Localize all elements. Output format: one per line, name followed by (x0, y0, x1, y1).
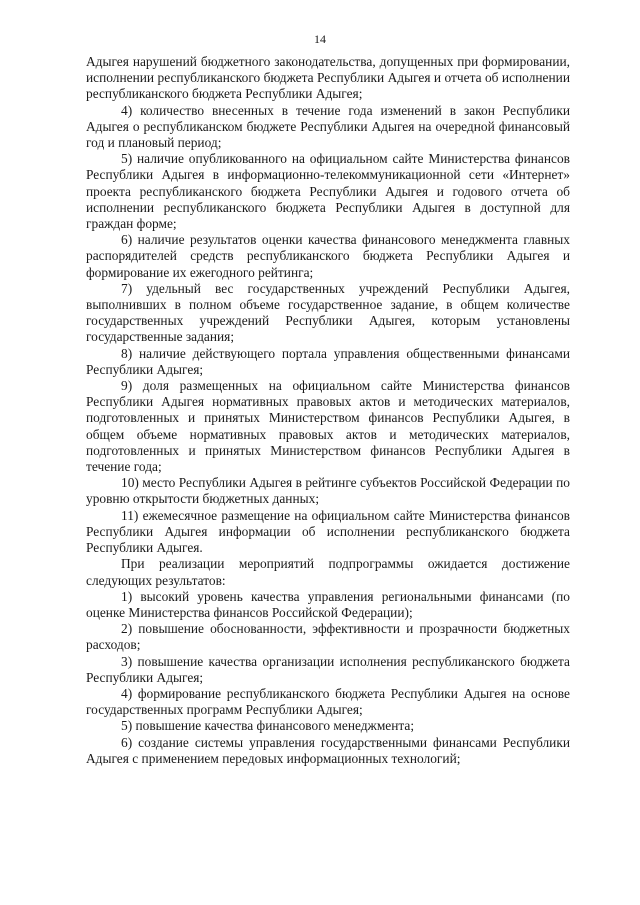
paragraph-continuation: Адыгея нарушений бюджетного законодательства, допущенных при формировании, исполнении республиканского бюджета Республики Адыгея и отчета об исполнении республиканского бюджета Республики Адыгея; (86, 54, 570, 102)
paragraph-result-5: 5) повышение качества финансового менеджмента; (121, 718, 415, 734)
paragraph-indicator-6: 6) наличие результатов оценки качества финансового менеджмента главных распорядителей средств республиканского бюджета Республики Адыгея и формирование их ежегодного рейтинга; (86, 232, 570, 280)
paragraph-indicator-11: 11) ежемесячное размещение на официальном сайте Министерства финансов Республики Адыгея информации об исполнении республиканского бюджета Республики Адыгея. (86, 507, 570, 556)
paragraph-indicator-9: 9) доля размещенных на официальном сайте Министерства финансов Республики Адыгея нормативных правовых актов и методических материалов, подготовленных и принятых Министерством финансов Республики Адыгея, в общем объеме нормативных правовых актов и методических материалов, подготовленных и принятых Министерством финансов Республики Адыгея в течение года; (86, 378, 570, 475)
paragraph-indicator-7: 7) удельный вес государственных учреждений Республики Адыгея, выполнивших в полном объеме государственное задание, в общем количестве государственных учреждений Республики Адыгея, которым установлены государственные задания; (86, 280, 570, 345)
paragraph-results-intro: При реализации мероприятий подпрограммы ожидается достижение следующих результатов: (86, 556, 570, 588)
paragraph-indicator-4: 4) количество внесенных в течение года изменений в закон Республики Адыгея о республиканском бюджете Республики Адыгея на очередной финансовый год и плановый период; (86, 102, 570, 151)
paragraph-result-4: 4) формирование республиканского бюджета Республики Адыгея на основе государственных программ Республики Адыгея; (86, 685, 570, 718)
paragraph-result-3: 3) повышение качества организации исполнения республиканского бюджета Республики Адыгея; (86, 653, 570, 685)
paragraph-result-2: 2) повышение обоснованности, эффективности и прозрачности бюджетных расходов; (86, 621, 570, 653)
paragraph-indicator-5: 5) наличие опубликованного на официальном сайте Министерства финансов Республики Адыгея в информационно-телекоммуникационной сети «Интернет» проекта республиканского бюджета Республики Адыгея и годового отчета об исполнении республиканского бюджета Республики Адыгея в доступной для граждан форме; (86, 151, 570, 232)
page-number: 14 (314, 32, 326, 46)
paragraph-indicator-8: 8) наличие действующего портала управления общественными финансами Республики Адыгея; (86, 345, 570, 377)
body-text (86, 54, 570, 767)
paragraph-indicator-10: 10) место Республики Адыгея в рейтинге субъектов Российской Федерации по уровню открытости бюджетных данных; (86, 475, 570, 507)
paragraph-result-1: 1) высокий уровень качества управления региональными финансами (по оценке Министерства финансов Российской Федерации); (86, 588, 570, 620)
paragraph-result-6: 6) создание системы управления государственными финансами Республики Адыгея с применением передовых информационных технологий; (86, 734, 570, 766)
